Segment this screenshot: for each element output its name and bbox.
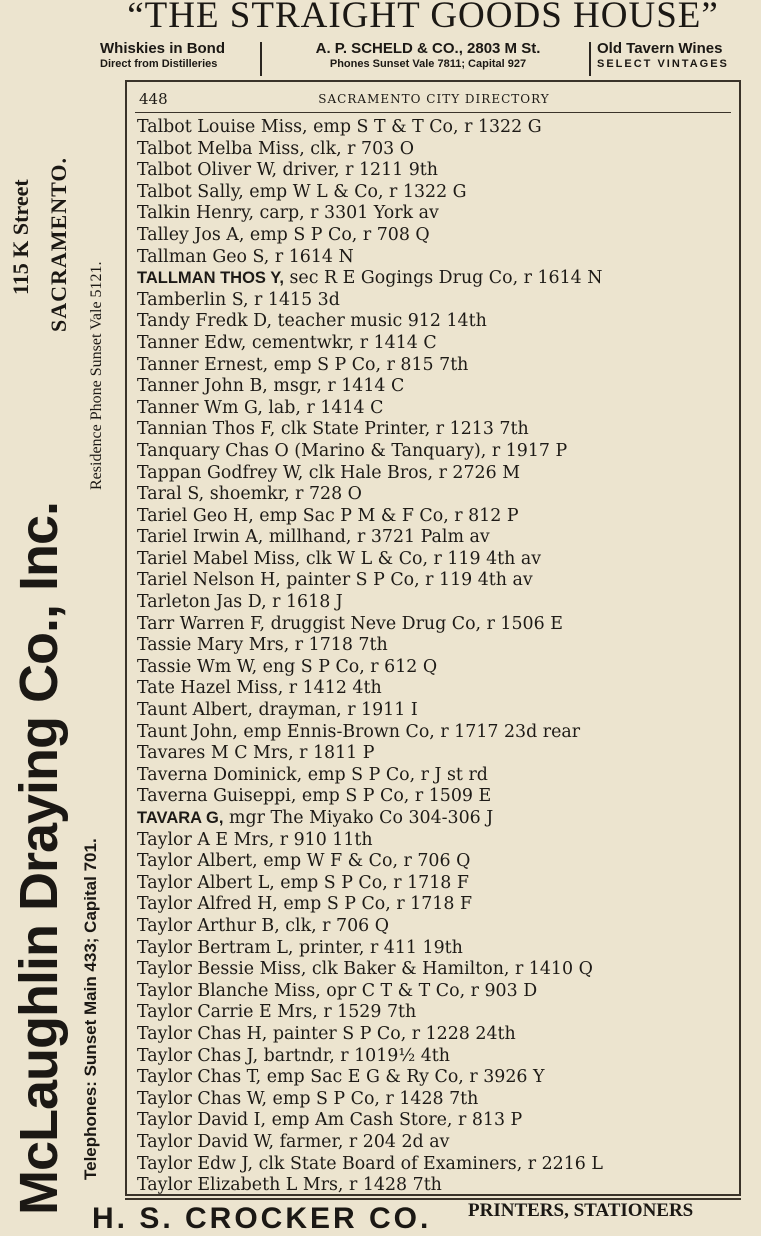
entry-name: Tappan Godfrey W,: [137, 462, 304, 483]
entry-details: druggist Neve Drug Co, r 1506 E: [265, 613, 563, 634]
directory-entry: [137, 592, 737, 614]
entry-details: r 1614 N: [269, 246, 354, 267]
entry-details: emp S P Co, r 815 7th: [268, 354, 469, 375]
directory-entry: [137, 657, 737, 679]
entry-details: emp Am Cash Store, r 813 P: [266, 1110, 523, 1131]
entry-details: emp S T & T Co, r 1322 G: [307, 117, 542, 137]
entry-name: Taylor Edw J,: [137, 1153, 254, 1174]
entry-name: Taylor David W,: [137, 1131, 275, 1152]
side-ad-street: 115 K Street: [8, 179, 33, 295]
directory-entry: [137, 570, 737, 592]
entry-details: clk, r 706 Q: [279, 915, 389, 936]
directory-entry: [137, 419, 737, 441]
ad-center-column: [278, 40, 578, 70]
directory-entry: [137, 938, 737, 960]
entry-details: painter S P Co, r 1228 24th: [267, 1023, 516, 1044]
entry-details: r 1529 7th: [317, 1002, 417, 1023]
ad-divider: [260, 42, 262, 76]
header-rule: [135, 112, 731, 113]
directory-entry: [137, 203, 737, 225]
entry-details: farmer, r 204 2d av: [274, 1131, 450, 1152]
entry-details: mgr The Miyako Co 304-306 J: [223, 808, 494, 828]
entry-details: lab, r 1414 C: [262, 397, 384, 418]
directory-entry: [137, 1154, 737, 1176]
directory-entry: [137, 463, 737, 485]
entry-details: emp W L & Co, r 1322 G: [243, 181, 467, 202]
directory-entry: [137, 700, 737, 722]
directory-entry: [137, 355, 737, 377]
directory-entry: [137, 722, 737, 744]
directory-entry: [137, 506, 737, 528]
entry-details: emp S P Co, r 1718 F: [274, 872, 469, 893]
entry-details: teacher music 912 14th: [272, 311, 487, 332]
page-number: 448: [139, 90, 168, 108]
entry-details: r 1618 J: [266, 592, 343, 613]
entry-details: sec R E Gogings Drug Co, r 1614 N: [283, 268, 603, 289]
directory-entry: [137, 441, 737, 463]
entry-details: emp Sac P M & F Co, r 812 P: [253, 505, 519, 526]
directory-entry: [137, 1046, 737, 1068]
directory-entry: [137, 117, 737, 139]
entry-details: clk, r 703 O: [304, 138, 414, 159]
entry-name: TALLMAN THOS Y,: [137, 269, 284, 288]
entry-details: r 1412 4th: [283, 678, 382, 699]
entry-name: Talbot Sally,: [137, 181, 244, 202]
directory-entry: [137, 549, 737, 571]
entry-name: Tannian Thos F,: [137, 419, 276, 440]
entry-name: Tarr Warren F,: [137, 613, 266, 634]
directory-entry: [137, 894, 737, 916]
directory-entry: [137, 786, 737, 808]
entry-details: r 1415 3d: [248, 289, 340, 310]
entry-details: bartndr, r 1019½ 4th: [258, 1045, 450, 1066]
entry-name: Taylor David I,: [137, 1110, 267, 1131]
directory-entry: [137, 916, 737, 938]
entry-details: opr C T & T Co, r 903 D: [320, 980, 538, 1001]
entry-details: emp S P Co, r 1718 F: [277, 894, 473, 915]
entry-details: r 1811 P: [293, 743, 375, 764]
directory-entry: [137, 1110, 737, 1132]
directory-entry: [137, 268, 737, 290]
bottom-advertisement: [0, 1198, 761, 1235]
ad-right-line1: Old Tavern Wines: [597, 40, 723, 57]
entry-name: Taylor Chas T,: [137, 1067, 262, 1088]
directory-entry: [137, 808, 737, 830]
entry-details: r 910 11th: [274, 829, 373, 850]
entry-name: Tamberlin S,: [137, 289, 249, 310]
directory-entry: [137, 527, 737, 549]
entry-name: Taunt John,: [137, 721, 238, 742]
entry-name: Taverna Guiseppi,: [137, 786, 297, 807]
entry-details: shoemkr, r 728 O: [204, 484, 362, 505]
entry-name: Tassie Mary Mrs,: [137, 635, 290, 656]
directory-entry: [137, 678, 737, 700]
entry-name: Tariel Irwin A,: [137, 527, 264, 548]
ad-left-column: [100, 40, 262, 70]
top-advertisement: [92, 0, 754, 80]
directory-entry: [137, 225, 737, 247]
entry-name: Talbot Melba Miss,: [137, 138, 305, 159]
entry-details: millhand, r 3721 Palm av: [263, 527, 490, 548]
directory-entry: [137, 851, 737, 873]
entry-details: emp Sac E G & Ry Co, r 3926 Y: [261, 1067, 545, 1088]
ad-center-line1: A. P. SCHELD & CO., 2803 M St.: [315, 40, 541, 57]
entry-name: Tariel Geo H,: [137, 505, 254, 526]
directory-entry: [137, 139, 737, 161]
entry-name: Talley Jos A,: [137, 224, 245, 245]
directory-entry: [137, 1024, 737, 1046]
directory-entry: [137, 830, 737, 852]
entry-details: eng S P Co, r 612 Q: [257, 656, 438, 677]
directory-entry: [137, 1132, 737, 1154]
entry-name: Tanner Wm G,: [137, 397, 263, 418]
side-ad-city: SACRAMENTO.: [46, 156, 71, 332]
entry-details: (Marino & Tanquary), r 1917 P: [288, 440, 568, 461]
bottom-ad-trade: PRINTERS, STATIONERS: [468, 1200, 694, 1221]
entry-name: Taylor Bessie Miss,: [137, 959, 307, 980]
entry-name: Tallman Geo S,: [137, 246, 270, 267]
directory-entry: [137, 873, 737, 895]
entry-details: driver, r 1211 9th: [277, 160, 438, 181]
side-ad-company: McLaughlin Draying Co., Inc.: [9, 501, 69, 1215]
entry-details: cementwkr, r 1414 C: [246, 332, 437, 353]
entry-name: Taylor Arthur B,: [137, 915, 280, 936]
directory-listing: [125, 80, 741, 1196]
entry-name: Talbot Oliver W,: [137, 160, 277, 181]
entry-details: emp W F & Co, r 706 Q: [257, 851, 471, 872]
entry-details: clk State Board of Examiners, r 2216 L: [253, 1153, 603, 1174]
entry-details: painter S P Co, r 119 4th av: [280, 570, 533, 591]
entry-name: Tanquary Chas O: [137, 440, 289, 461]
entry-name: Taylor A E Mrs,: [137, 829, 275, 850]
entry-list: [137, 117, 737, 1197]
entry-name: Tandy Fredk D,: [137, 311, 273, 332]
ad-center-line2: Phones Sunset Vale 7811; Capital 927: [329, 58, 527, 70]
directory-entry: [137, 398, 737, 420]
directory-entry: [137, 1089, 737, 1111]
directory-entry: [137, 247, 737, 269]
entry-details: printer, r 411 19th: [293, 937, 463, 958]
entry-details: msgr, r 1414 C: [267, 376, 405, 397]
entry-name: Taylor Chas W,: [137, 1088, 268, 1109]
entry-name: Tate Hazel Miss,: [137, 678, 284, 699]
directory-entry: [137, 311, 737, 333]
entry-name: Taylor Albert,: [137, 851, 258, 872]
entry-details: emp S P Co, r 1509 E: [296, 786, 492, 807]
entry-details: clk State Printer, r 1213 7th: [275, 419, 529, 440]
directory-entry: [137, 1067, 737, 1089]
entry-name: Tanner John B,: [137, 376, 268, 397]
entry-details: emp S P Co, r 1428 7th: [267, 1088, 479, 1109]
directory-entry: [137, 376, 737, 398]
entry-name: Taylor Albert L,: [137, 872, 275, 893]
directory-entry: [137, 160, 737, 182]
directory-entry: [137, 765, 737, 787]
bottom-ad-firm: H. S. CROCKER CO.: [92, 1202, 432, 1235]
entry-name: Taylor Elizabeth L Mrs,: [137, 1175, 344, 1196]
entry-name: Taylor Chas J,: [137, 1045, 259, 1066]
directory-entry: [137, 959, 737, 981]
entry-details: emp Ennis-Brown Co, r 1717 23d rear: [237, 721, 581, 742]
entry-details: emp S P Co, r J st rd: [302, 764, 488, 785]
ad-right-line2: SELECT VINTAGES: [597, 58, 729, 70]
ad-headline: “THE STRAIGHT GOODS HOUSE”: [127, 0, 719, 36]
directory-entry: [137, 635, 737, 657]
entry-name: Taylor Bertram L,: [137, 937, 294, 958]
ad-left-line2: Direct from Distilleries: [100, 58, 218, 70]
entry-details: clk Baker & Hamilton, r 1410 Q: [306, 959, 593, 980]
directory-entry: [137, 182, 737, 204]
entry-name: Tanner Ernest,: [137, 354, 269, 375]
entry-name: Taral S,: [137, 484, 205, 505]
entry-details: drayman, r 1911 I: [252, 700, 418, 721]
side-ad-telephones: Telephones: Sunset Main 433; Capital 701.: [81, 838, 100, 1180]
entry-name: Tariel Mabel Miss,: [137, 548, 301, 569]
side-ad-residence-phone: Residence Phone Sunset Vale 5121.: [88, 261, 105, 490]
entry-name: Taylor Blanche Miss,: [137, 980, 321, 1001]
directory-entry: [137, 743, 737, 765]
entry-details: r 1428 7th: [343, 1175, 442, 1196]
entry-name: Tassie Wm W,: [137, 656, 258, 677]
entry-name: Tariel Nelson H,: [137, 570, 281, 591]
directory-entry: [137, 484, 737, 506]
side-advertisement: [0, 80, 125, 1215]
entry-name: Talbot Louise Miss,: [137, 117, 308, 137]
entry-name: Tavares M C Mrs,: [137, 743, 294, 764]
entry-details: clk Hale Bros, r 2726 M: [303, 462, 521, 483]
ad-divider: [589, 42, 591, 76]
directory-entry: [137, 614, 737, 636]
directory-entry: [137, 1175, 737, 1197]
entry-name: Taylor Alfred H,: [137, 894, 278, 915]
entry-details: carp, r 3301 York av: [254, 203, 439, 224]
entry-name: TAVARA G,: [137, 809, 224, 827]
entry-details: clk W L & Co, r 119 4th av: [300, 548, 542, 569]
ad-left-line1: Whiskies in Bond: [100, 40, 226, 57]
directory-entry: [137, 333, 737, 355]
entry-name: Taylor Chas H,: [137, 1023, 268, 1044]
directory-entry: [137, 981, 737, 1003]
entry-name: Taylor Carrie E Mrs,: [137, 1002, 318, 1023]
directory-entry: [137, 1002, 737, 1024]
directory-entry: [137, 290, 737, 312]
entry-name: Tarleton Jas D,: [137, 592, 267, 613]
entry-details: r 1718 7th: [289, 635, 388, 656]
ad-right-column: [597, 40, 757, 70]
directory-header: [139, 90, 729, 112]
entry-name: Taunt Albert,: [137, 700, 253, 721]
entry-details: emp S P Co, r 708 Q: [244, 224, 430, 245]
running-head: SACRAMENTO CITY DIRECTORY: [318, 92, 550, 106]
entry-name: Taverna Dominick,: [137, 764, 303, 785]
entry-name: Tanner Edw,: [137, 332, 247, 353]
entry-name: Talkin Henry,: [137, 203, 255, 224]
